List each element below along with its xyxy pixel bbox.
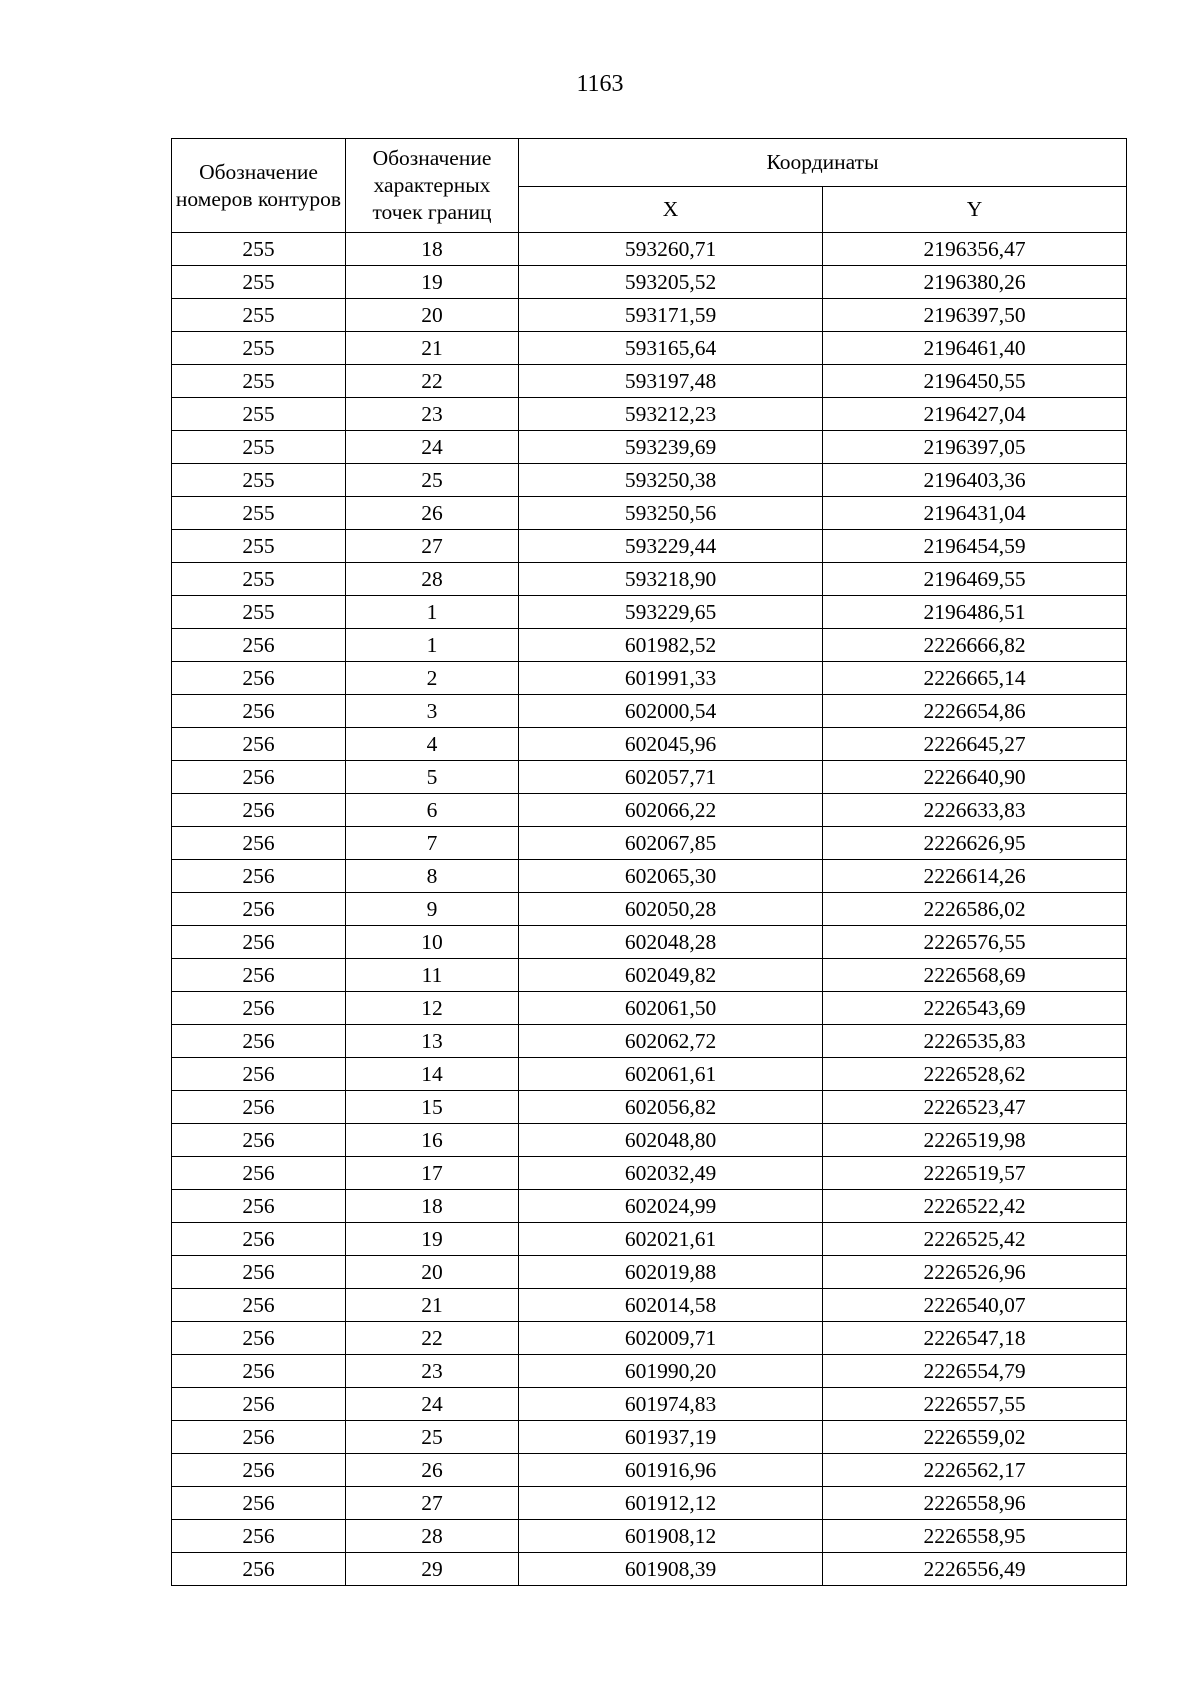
y-coordinate-cell: 2226522,42: [823, 1190, 1127, 1223]
contour-number-cell: 256: [172, 1091, 346, 1124]
contour-number-cell: 256: [172, 629, 346, 662]
contour-number-cell: 256: [172, 1487, 346, 1520]
y-coordinate-cell: 2226614,26: [823, 860, 1127, 893]
contour-number-cell: 255: [172, 431, 346, 464]
contour-number-cell: 256: [172, 1520, 346, 1553]
contour-number-cell: 256: [172, 1058, 346, 1091]
x-coordinate-cell: 593229,44: [519, 530, 823, 563]
y-coordinate-cell: 2196461,40: [823, 332, 1127, 365]
contour-number-cell: 256: [172, 893, 346, 926]
y-coordinate-cell: 2226633,83: [823, 794, 1127, 827]
point-number-cell: 10: [346, 926, 519, 959]
contour-number-cell: 256: [172, 1025, 346, 1058]
y-coordinate-cell: 2226645,27: [823, 728, 1127, 761]
coordinates-table: [171, 138, 1127, 1586]
contour-number-cell: 255: [172, 398, 346, 431]
table-row: [172, 1289, 1127, 1322]
table-row: [172, 1553, 1127, 1586]
table-row: [172, 827, 1127, 860]
contour-number-cell: 255: [172, 497, 346, 530]
table-row: [172, 1091, 1127, 1124]
point-number-cell: 21: [346, 1289, 519, 1322]
contour-number-cell: 256: [172, 1322, 346, 1355]
x-coordinate-cell: 602065,30: [519, 860, 823, 893]
contour-number-cell: 255: [172, 365, 346, 398]
point-number-cell: 4: [346, 728, 519, 761]
x-coordinate-cell: 601937,19: [519, 1421, 823, 1454]
table-row: [172, 860, 1127, 893]
y-coordinate-cell: 2226558,96: [823, 1487, 1127, 1520]
contour-number-cell: 256: [172, 926, 346, 959]
y-coordinate-cell: 2196397,50: [823, 299, 1127, 332]
contour-number-cell: 255: [172, 530, 346, 563]
header-boundary-points: Обозначение характерных точек границ: [346, 139, 519, 233]
contour-number-cell: 256: [172, 959, 346, 992]
y-coordinate-cell: 2226626,95: [823, 827, 1127, 860]
table-row: [172, 530, 1127, 563]
y-coordinate-cell: 2196380,26: [823, 266, 1127, 299]
y-coordinate-cell: 2226559,02: [823, 1421, 1127, 1454]
y-coordinate-cell: 2196427,04: [823, 398, 1127, 431]
point-number-cell: 27: [346, 530, 519, 563]
point-number-cell: 24: [346, 1388, 519, 1421]
table-row: [172, 761, 1127, 794]
point-number-cell: 21: [346, 332, 519, 365]
x-coordinate-cell: 593250,56: [519, 497, 823, 530]
table-row: [172, 1190, 1127, 1223]
contour-number-cell: 255: [172, 266, 346, 299]
x-coordinate-cell: 593212,23: [519, 398, 823, 431]
y-coordinate-cell: 2226526,96: [823, 1256, 1127, 1289]
point-number-cell: 2: [346, 662, 519, 695]
y-coordinate-cell: 2226665,14: [823, 662, 1127, 695]
point-number-cell: 22: [346, 365, 519, 398]
table-row: [172, 1025, 1127, 1058]
x-coordinate-cell: 593197,48: [519, 365, 823, 398]
table-row: [172, 1322, 1127, 1355]
y-coordinate-cell: 2226568,69: [823, 959, 1127, 992]
x-coordinate-cell: 593205,52: [519, 266, 823, 299]
x-coordinate-cell: 602061,50: [519, 992, 823, 1025]
contour-number-cell: 255: [172, 233, 346, 266]
point-number-cell: 9: [346, 893, 519, 926]
x-coordinate-cell: 601990,20: [519, 1355, 823, 1388]
point-number-cell: 17: [346, 1157, 519, 1190]
x-coordinate-cell: 602050,28: [519, 893, 823, 926]
point-number-cell: 26: [346, 497, 519, 530]
contour-number-cell: 256: [172, 860, 346, 893]
point-number-cell: 18: [346, 1190, 519, 1223]
x-coordinate-cell: 601912,12: [519, 1487, 823, 1520]
point-number-cell: 27: [346, 1487, 519, 1520]
x-coordinate-cell: 602024,99: [519, 1190, 823, 1223]
table-row: [172, 1157, 1127, 1190]
contour-number-cell: 256: [172, 662, 346, 695]
x-coordinate-cell: 602066,22: [519, 794, 823, 827]
table-row: [172, 728, 1127, 761]
y-coordinate-cell: 2226540,07: [823, 1289, 1127, 1322]
table-row: [172, 794, 1127, 827]
table-row: [172, 695, 1127, 728]
contour-number-cell: 256: [172, 761, 346, 794]
point-number-cell: 18: [346, 233, 519, 266]
y-coordinate-cell: 2226666,82: [823, 629, 1127, 662]
table-row: [172, 464, 1127, 497]
x-coordinate-cell: 601991,33: [519, 662, 823, 695]
point-number-cell: 7: [346, 827, 519, 860]
contour-number-cell: 256: [172, 1388, 346, 1421]
table-row: [172, 629, 1127, 662]
contour-number-cell: 256: [172, 1190, 346, 1223]
point-number-cell: 19: [346, 1223, 519, 1256]
table-row: [172, 563, 1127, 596]
contour-number-cell: 256: [172, 1355, 346, 1388]
contour-number-cell: 256: [172, 695, 346, 728]
y-coordinate-cell: 2226519,98: [823, 1124, 1127, 1157]
table-row: [172, 1520, 1127, 1553]
y-coordinate-cell: 2226654,86: [823, 695, 1127, 728]
y-coordinate-cell: 2196469,55: [823, 563, 1127, 596]
y-coordinate-cell: 2226576,55: [823, 926, 1127, 959]
y-coordinate-cell: 2226562,17: [823, 1454, 1127, 1487]
x-coordinate-cell: 602014,58: [519, 1289, 823, 1322]
point-number-cell: 5: [346, 761, 519, 794]
point-number-cell: 29: [346, 1553, 519, 1586]
table-row: [172, 893, 1127, 926]
x-coordinate-cell: 593171,59: [519, 299, 823, 332]
x-coordinate-cell: 602062,72: [519, 1025, 823, 1058]
x-coordinate-cell: 602032,49: [519, 1157, 823, 1190]
header-x: X: [519, 187, 823, 233]
point-number-cell: 20: [346, 1256, 519, 1289]
x-coordinate-cell: 601908,39: [519, 1553, 823, 1586]
table-row: [172, 1388, 1127, 1421]
y-coordinate-cell: 2226535,83: [823, 1025, 1127, 1058]
y-coordinate-cell: 2196397,05: [823, 431, 1127, 464]
x-coordinate-cell: 602061,61: [519, 1058, 823, 1091]
point-number-cell: 20: [346, 299, 519, 332]
point-number-cell: 14: [346, 1058, 519, 1091]
x-coordinate-cell: 601916,96: [519, 1454, 823, 1487]
y-coordinate-cell: 2226519,57: [823, 1157, 1127, 1190]
point-number-cell: 11: [346, 959, 519, 992]
y-coordinate-cell: 2226557,55: [823, 1388, 1127, 1421]
contour-number-cell: 256: [172, 794, 346, 827]
table-row: [172, 365, 1127, 398]
point-number-cell: 28: [346, 563, 519, 596]
point-number-cell: 25: [346, 464, 519, 497]
x-coordinate-cell: 593239,69: [519, 431, 823, 464]
contour-number-cell: 255: [172, 464, 346, 497]
y-coordinate-cell: 2226528,62: [823, 1058, 1127, 1091]
contour-number-cell: 256: [172, 728, 346, 761]
contour-number-cell: 255: [172, 596, 346, 629]
y-coordinate-cell: 2226586,02: [823, 893, 1127, 926]
table-row: [172, 398, 1127, 431]
point-number-cell: 19: [346, 266, 519, 299]
point-number-cell: 15: [346, 1091, 519, 1124]
point-number-cell: 22: [346, 1322, 519, 1355]
table-row: [172, 332, 1127, 365]
x-coordinate-cell: 602021,61: [519, 1223, 823, 1256]
contour-number-cell: 256: [172, 1421, 346, 1454]
contour-number-cell: 256: [172, 1223, 346, 1256]
point-number-cell: 6: [346, 794, 519, 827]
contour-number-cell: 255: [172, 299, 346, 332]
point-number-cell: 23: [346, 1355, 519, 1388]
y-coordinate-cell: 2226523,47: [823, 1091, 1127, 1124]
contour-number-cell: 256: [172, 827, 346, 860]
table-row: [172, 266, 1127, 299]
point-number-cell: 23: [346, 398, 519, 431]
table-body: [172, 233, 1127, 1586]
table-row: [172, 992, 1127, 1025]
header-contour-numbers: Обозначение номеров контуров: [172, 139, 346, 233]
table-row: [172, 233, 1127, 266]
contour-number-cell: 256: [172, 1289, 346, 1322]
contour-number-cell: 256: [172, 1454, 346, 1487]
y-coordinate-cell: 2196403,36: [823, 464, 1127, 497]
point-number-cell: 1: [346, 596, 519, 629]
x-coordinate-cell: 601908,12: [519, 1520, 823, 1553]
table-row: [172, 299, 1127, 332]
y-coordinate-cell: 2196356,47: [823, 233, 1127, 266]
table-row: [172, 596, 1127, 629]
contour-number-cell: 256: [172, 1256, 346, 1289]
header-y: Y: [823, 187, 1127, 233]
x-coordinate-cell: 602067,85: [519, 827, 823, 860]
table-header: [172, 139, 1127, 233]
table-row: [172, 1223, 1127, 1256]
table-row: [172, 1058, 1127, 1091]
x-coordinate-cell: 593260,71: [519, 233, 823, 266]
point-number-cell: 12: [346, 992, 519, 1025]
y-coordinate-cell: 2226543,69: [823, 992, 1127, 1025]
y-coordinate-cell: 2226547,18: [823, 1322, 1127, 1355]
y-coordinate-cell: 2196454,59: [823, 530, 1127, 563]
y-coordinate-cell: 2226554,79: [823, 1355, 1127, 1388]
contour-number-cell: 255: [172, 332, 346, 365]
x-coordinate-cell: 602048,80: [519, 1124, 823, 1157]
point-number-cell: 8: [346, 860, 519, 893]
table-row: [172, 926, 1127, 959]
table-row: [172, 959, 1127, 992]
point-number-cell: 28: [346, 1520, 519, 1553]
point-number-cell: 26: [346, 1454, 519, 1487]
x-coordinate-cell: 593250,38: [519, 464, 823, 497]
point-number-cell: 1: [346, 629, 519, 662]
table-row: [172, 1256, 1127, 1289]
contour-number-cell: 256: [172, 1553, 346, 1586]
x-coordinate-cell: 602049,82: [519, 959, 823, 992]
table-row: [172, 431, 1127, 464]
table-row: [172, 1487, 1127, 1520]
contour-number-cell: 256: [172, 992, 346, 1025]
x-coordinate-cell: 593229,65: [519, 596, 823, 629]
page-number: 1163: [576, 71, 624, 97]
x-coordinate-cell: 602019,88: [519, 1256, 823, 1289]
point-number-cell: 24: [346, 431, 519, 464]
contour-number-cell: 256: [172, 1124, 346, 1157]
point-number-cell: 3: [346, 695, 519, 728]
y-coordinate-cell: 2226640,90: [823, 761, 1127, 794]
y-coordinate-cell: 2226558,95: [823, 1520, 1127, 1553]
y-coordinate-cell: 2196431,04: [823, 497, 1127, 530]
point-number-cell: 25: [346, 1421, 519, 1454]
point-number-cell: 13: [346, 1025, 519, 1058]
x-coordinate-cell: 601982,52: [519, 629, 823, 662]
header-coordinates: Координаты: [519, 139, 1127, 187]
x-coordinate-cell: 601974,83: [519, 1388, 823, 1421]
x-coordinate-cell: 602000,54: [519, 695, 823, 728]
x-coordinate-cell: 602057,71: [519, 761, 823, 794]
contour-number-cell: 255: [172, 563, 346, 596]
table-row: [172, 662, 1127, 695]
table-row: [172, 1124, 1127, 1157]
x-coordinate-cell: 602056,82: [519, 1091, 823, 1124]
table-row: [172, 497, 1127, 530]
point-number-cell: 16: [346, 1124, 519, 1157]
y-coordinate-cell: 2196486,51: [823, 596, 1127, 629]
x-coordinate-cell: 602009,71: [519, 1322, 823, 1355]
table-row: [172, 1421, 1127, 1454]
x-coordinate-cell: 602048,28: [519, 926, 823, 959]
x-coordinate-cell: 593165,64: [519, 332, 823, 365]
contour-number-cell: 256: [172, 1157, 346, 1190]
table-row: [172, 1454, 1127, 1487]
y-coordinate-cell: 2226525,42: [823, 1223, 1127, 1256]
x-coordinate-cell: 593218,90: [519, 563, 823, 596]
table-row: [172, 1355, 1127, 1388]
y-coordinate-cell: 2226556,49: [823, 1553, 1127, 1586]
x-coordinate-cell: 602045,96: [519, 728, 823, 761]
y-coordinate-cell: 2196450,55: [823, 365, 1127, 398]
